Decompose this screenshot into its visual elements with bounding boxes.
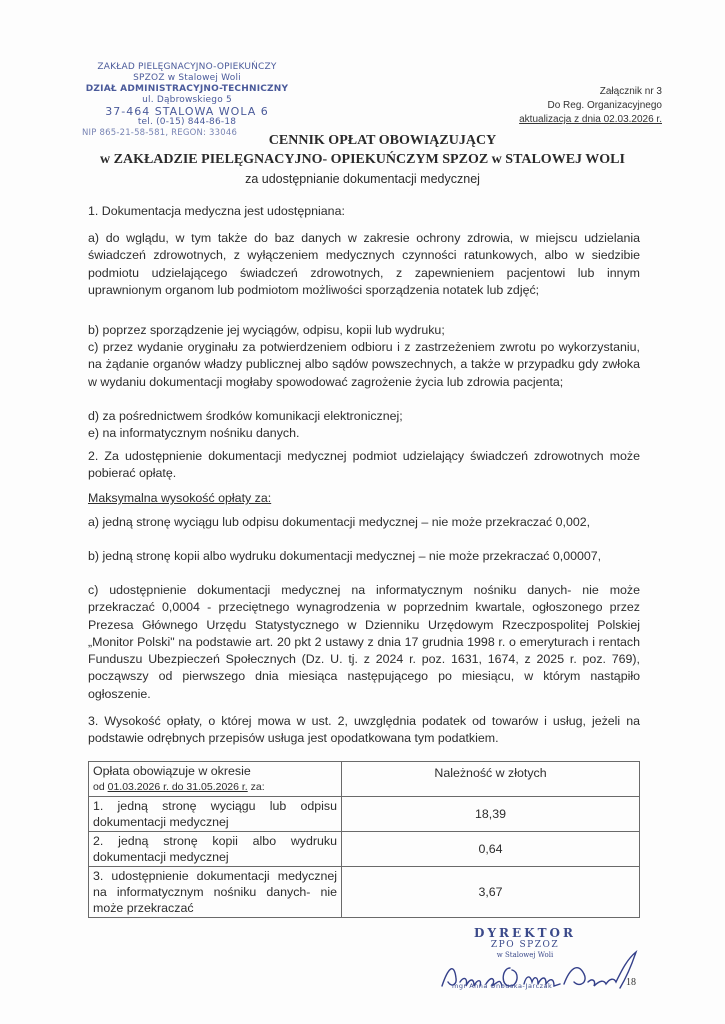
fee-table	[88, 761, 640, 918]
row-label: 2. jedną stronę kopii albo wydruku dokumentacji medycznej	[89, 832, 342, 867]
director-title: DYREKTOR	[474, 926, 576, 940]
section-2-item-a: a) jedną stronę wyciągu lub odpisu dokumentacji medycznej – nie może przekraczać 0,002,	[88, 515, 591, 529]
section-1-item-b: b) poprzez sporządzenie jej wyciągów, odpisu, kopii lub wydruku;	[88, 323, 445, 337]
max-fee-heading: Maksymalna wysokość opłaty za:	[88, 491, 272, 505]
annex-regulation: Do Reg. Organizacyjnego	[547, 100, 662, 111]
document-title	[60, 132, 665, 188]
stamp-line: ul. Dąbrowskiego 5	[142, 95, 232, 105]
header-amount: Należność w złotych	[342, 762, 640, 797]
section-1-item-c: c) przez wydanie oryginału za potwierdzeniem odbioru i z zastrzeżeniem zwrotu po wykorzystaniu, na żądanie organów władzy publicznej albo sądów powszechnych, a także w przypadku gdy zwłoka w wydaniu dokumentacji mogłaby spowodować zagrożenie życia lub zdrowia pacjenta;	[88, 340, 640, 389]
section-1-item-a: a) do wglądu, w tym także do baz danych w zakresie ochrony zdrowia, w miejscu udzielania świadczeń zdrowotnych, z wyłączeniem medycznych czynności ratunkowych, albo w siedzibie podmiotu udzielającego świadczeń zdrowotnych, z zapewnieniem pacjentowi lub innym uprawnionym organom lub podmiotom możliwości sporządzenia notatek lub zdjęć;	[88, 231, 640, 297]
row-amount: 18,39	[342, 797, 640, 832]
stamp-line: tel. (0-15) 844-86-18	[137, 117, 237, 127]
section-3-text: 3. Wysokość opłaty, o której mowa w ust. 2, uwzględnia podatek od towarów i usług, jeżeli na podstawie odrębnych przepisów usługa jest opodatkowana tym podatkiem.	[88, 714, 640, 746]
header-period-range	[93, 779, 337, 795]
annex-number: Załącznik nr 3	[599, 86, 662, 97]
row-label: 1. jedną stronę wyciągu lub odpisu dokumentacji medycznej	[89, 797, 342, 832]
row-label: 3. udostępnienie dokumentacji medycznej na informatycznym nośniku danych- nie może przekraczać	[89, 867, 342, 918]
stamp-line: SPZOZ w Stalowej Woli	[133, 73, 241, 83]
organization-stamp	[82, 62, 292, 139]
row-amount: 3,67	[342, 867, 640, 918]
header-suffix: za:	[247, 781, 265, 793]
stamp-line: DZIAŁ ADMINISTRACYJNO-TECHNICZNY	[85, 84, 289, 94]
header-period-label: Opłata obowiązuje w okresie	[93, 764, 251, 778]
stamp-line: ZAKŁAD PIELĘGNACYJNO-OPIEKUŃCZY	[97, 62, 277, 72]
annex-update-date: aktualizacja z dnia 02.03.2026 r.	[519, 114, 662, 125]
header-period	[89, 762, 342, 797]
section-1-item-d: d) za pośrednictwem środków komunikacji elektronicznej;	[88, 409, 403, 423]
table-row	[89, 867, 640, 918]
section-2-item-c: c) udostępnienie dokumentacji medycznej na informatycznym nośniku danych- nie może przekraczać 0,0004 - przeciętnego wynagrodzenia w poprzednim kwartale, ogłoszonego przez Prezesa Głównego Urzędu Statystycznego w Dzienniku Urzędowym Rzeczpospolitej Polskiej „Monitor Polski" na podstawie art. 20 pkt 2 ustawy z dnia 17 grudnia 1998 r. o emeryturach i rentach Funduszu Ubezpieczeń Społecznych (Dz. U. tj. z 2024 r. poz. 1631, 1674, z 2025 r. poz. 769), począwszy od pierwszego dnia miesiąca następującego po miesiącu, w którym nastąpiło ogłoszenie.	[88, 583, 640, 701]
signer-name: mgr Anna Onbuska-Jarczak	[452, 982, 553, 990]
page-number: 18	[626, 977, 636, 988]
row-amount: 0,64	[342, 832, 640, 867]
director-location: w Stalowej Woli	[496, 951, 554, 959]
handwritten-signature-icon	[440, 948, 640, 998]
stamp-line: NIP 865-21-58-581, REGON: 33046	[82, 128, 238, 138]
section-2-text: 2. Za udostępnienie dokumentacji medycznej podmiot udzielający świadczeń zdrowotnych może pobierać opłatę.	[88, 449, 640, 481]
section-1-heading: 1. Dokumentacja medyczna jest udostępniana:	[88, 204, 345, 218]
table-header-row	[89, 762, 640, 797]
title-line-1: CENNIK OPŁAT OBOWIĄZUJĄCY	[268, 133, 497, 148]
annex-reference	[519, 85, 662, 127]
section-1-item-e: e) na informatycznym nośniku danych.	[88, 426, 300, 440]
stamp-line: 37-464 STALOWA WOLA 6	[105, 105, 269, 118]
table-row	[89, 832, 640, 867]
table-row	[89, 797, 640, 832]
header-period-dates: 01.03.2026 r. do 31.05.2026 r.	[107, 781, 248, 793]
header-prefix: od	[93, 781, 108, 793]
section-2-item-b: b) jedną stronę kopii albo wydruku dokumentacji medycznej – nie może przekraczać 0,00007,	[88, 549, 602, 563]
title-subtitle: za udostępnianie dokumentacji medycznej	[245, 172, 480, 186]
director-org: ZPO SPZOZ	[490, 940, 560, 950]
title-line-2: w ZAKŁADZIE PIELĘGNACYJNO- OPIEKUŃCZYM SPZOZ w STALOWEJ WOLI	[100, 152, 625, 167]
